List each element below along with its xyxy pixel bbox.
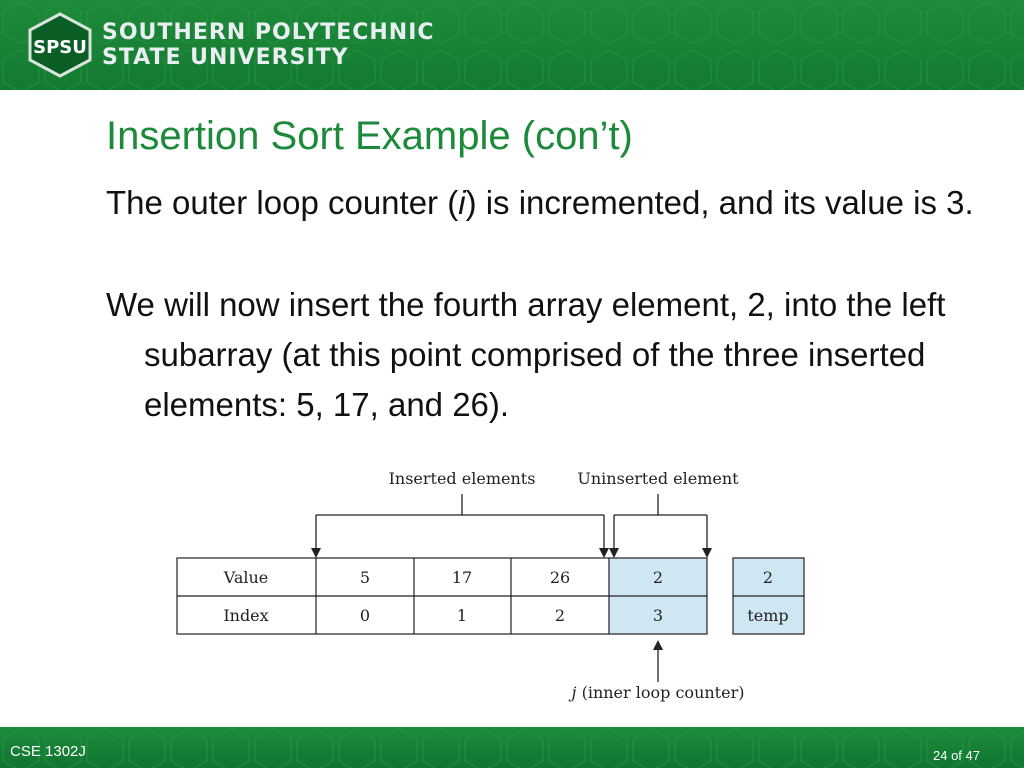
spsu-logo-icon [26,12,94,78]
paragraph-insert-element: We will now insert the fourth array element, 2, into the left subarray (at this point comprised of the three inserted elements: 5, 17, and 26). [106,286,946,423]
value-cell: 17 [451,568,473,587]
index-cell: 0 [359,606,371,625]
p1-variable: i [458,184,466,221]
slide-title: Insertion Sort Example (con’t) [106,114,633,158]
inserted-arrow-left-icon [311,548,321,558]
slide-footer [0,727,1024,768]
university-line-1: SOUTHERN POLYTECHNIC [102,20,435,45]
pointer-arrow-up-icon [653,640,663,650]
pointer-variable: j [571,683,577,702]
index-cell: 1 [456,606,468,625]
inserted-bracket [316,494,604,548]
paragraph-outer-loop [106,178,1024,228]
index-cell-highlighted: 3 [652,606,664,625]
row-label-value: Value [223,568,269,587]
value-cell-highlighted: 2 [652,568,664,587]
uninserted-arrow-left-icon [609,548,619,558]
row-label-index: Index [223,606,269,625]
index-cell: 2 [554,606,566,625]
temp-value: 2 [762,568,774,587]
course-code: CSE 1302J [10,743,86,760]
inserted-elements-label: Inserted elements [388,469,536,488]
university-line-2: STATE UNIVERSITY [102,45,349,70]
logo-badge-text: SPSU [33,37,87,58]
p1-text-before: The outer loop counter ( [106,184,459,221]
slide-header [0,0,1024,90]
inner-loop-counter-label [569,683,745,702]
uninserted-arrow-right-icon [702,548,712,558]
uninserted-bracket [614,494,707,548]
pointer-description: (inner loop counter) [576,683,745,702]
footer-hex-pattern [0,727,1024,768]
uninserted-element-label: Uninserted element [577,469,739,488]
value-cell: 26 [549,568,571,587]
page-number: 24 of 47 [933,748,980,763]
temp-label: temp [747,606,789,625]
value-cell: 5 [359,568,371,587]
insertion-sort-diagram [170,460,820,710]
university-name [102,20,435,70]
p1-text-after: ) is incremented, and its value is 3. [465,184,974,221]
inserted-arrow-right-icon [599,548,609,558]
